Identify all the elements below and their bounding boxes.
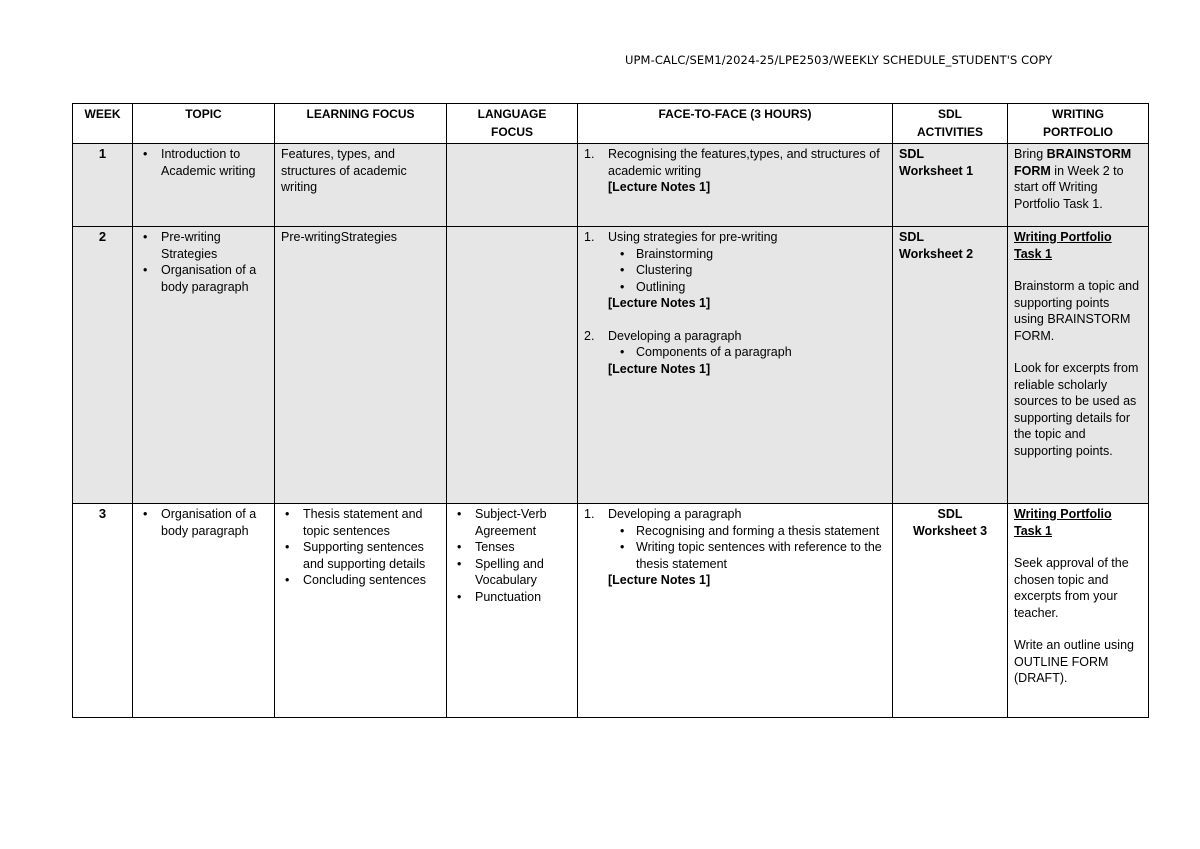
sub-item: • Outlining xyxy=(636,279,886,296)
col-language-focus-line2: FOCUS xyxy=(491,125,533,139)
portfolio-text: Brainstorm a topic and supporting points using BRAINSTORM FORM. xyxy=(1014,279,1140,343)
spacer xyxy=(1014,344,1142,360)
col-face-to-face-header: FACE-TO-FACE (3 HOURS) xyxy=(578,104,893,144)
week-number: 2 xyxy=(73,227,133,504)
portfolio-text: Bring xyxy=(1014,147,1044,161)
topic-cell xyxy=(133,504,275,718)
topic-item: • Introduction to Academic writing xyxy=(161,146,268,179)
col-language-focus-header xyxy=(447,104,578,144)
sdl-cell xyxy=(893,227,1008,504)
col-learning-focus-header: LEARNING FOCUS xyxy=(275,104,447,144)
learning-focus-item: • Thesis statement and topic sentences xyxy=(303,506,440,539)
face-to-face-item xyxy=(584,146,886,196)
item-number: 1. xyxy=(584,507,595,521)
face-to-face-cell xyxy=(578,144,893,227)
sub-item: • Writing topic sentences with reference to the thesis statement xyxy=(636,539,886,572)
face-to-face-item xyxy=(584,328,886,378)
table-row xyxy=(73,227,1149,504)
lecture-notes-ref: [Lecture Notes 1] xyxy=(608,573,711,587)
sdl-label: SDL xyxy=(899,147,924,161)
document-code-header: UPM-CALC/SEM1/2024-25/LPE2503/WEEKLY SCHEDULE_STUDENT'S COPY xyxy=(625,53,1053,67)
col-writing-line1: WRITING xyxy=(1052,107,1104,121)
sdl-label: SDL xyxy=(899,230,924,244)
spacer xyxy=(1014,621,1142,637)
face-to-face-item xyxy=(584,229,886,312)
writing-portfolio-cell xyxy=(1008,144,1149,227)
sdl-cell xyxy=(893,144,1008,227)
sdl-worksheet: Worksheet 3 xyxy=(912,523,988,538)
portfolio-form-name: BRAINSTORM FORM xyxy=(1014,147,1132,178)
col-writing-line2: PORTFOLIO xyxy=(1043,125,1113,139)
lecture-notes-ref: [Lecture Notes 1] xyxy=(608,361,711,376)
language-focus-item: • Spelling and Vocabulary xyxy=(475,556,571,589)
face-to-face-cell xyxy=(578,504,893,718)
learning-focus-cell: Features, types, and structures of academic writing xyxy=(275,144,447,227)
sdl-cell xyxy=(893,504,1008,718)
item-text: Developing a paragraph xyxy=(608,328,742,343)
face-to-face-item xyxy=(584,506,886,589)
item-text: Using strategies for pre-writing xyxy=(608,230,778,244)
lecture-notes-ref: [Lecture Notes 1] xyxy=(608,180,711,194)
learning-focus-cell xyxy=(275,504,447,718)
weekly-schedule-table xyxy=(72,103,1149,718)
spacer xyxy=(1014,539,1142,555)
col-sdl-header xyxy=(893,104,1008,144)
portfolio-text: Look for excerpts from reliable scholarly sources to be used as supporting details for the topic and supporting points. xyxy=(1014,361,1139,458)
sub-item: • Clustering xyxy=(636,262,886,279)
sdl-worksheet: Worksheet 2 xyxy=(899,246,974,261)
col-week-header: WEEK xyxy=(73,104,133,144)
sub-item: • Brainstorming xyxy=(636,246,886,263)
language-focus-item: • Subject-Verb Agreement xyxy=(475,506,571,539)
table-header-row xyxy=(73,104,1149,144)
sdl-label: SDL xyxy=(937,507,963,521)
learning-focus-item: • Concluding sentences xyxy=(303,572,440,589)
learning-focus-cell: Pre-writingStrategies xyxy=(275,227,447,504)
table-row xyxy=(73,504,1149,718)
topic-item: • Organisation of a body paragraph xyxy=(161,262,268,295)
week-number: 3 xyxy=(73,504,133,718)
item-number: 1. xyxy=(584,147,595,161)
language-focus-cell xyxy=(447,144,578,227)
learning-focus-item: • Supporting sentences and supporting details xyxy=(303,539,440,572)
spacer xyxy=(608,312,886,328)
col-writing-portfolio-header xyxy=(1008,104,1149,144)
writing-portfolio-cell xyxy=(1008,227,1149,504)
language-focus-cell xyxy=(447,504,578,718)
portfolio-text: in Week 2 to start off Writing Portfolio Task 1. xyxy=(1014,163,1124,211)
item-text: Developing a paragraph xyxy=(608,507,742,521)
topic-item: • Organisation of a body paragraph xyxy=(161,506,268,539)
spacer xyxy=(1014,262,1142,278)
table-row xyxy=(73,144,1149,227)
face-to-face-cell xyxy=(578,227,893,504)
col-topic-header: TOPIC xyxy=(133,104,275,144)
sub-item: • Components of a paragraph xyxy=(636,344,886,361)
portfolio-task-title: Writing Portfolio Task 1 xyxy=(1014,230,1112,261)
language-focus-item: • Punctuation xyxy=(475,589,571,606)
sub-item: • Recognising and forming a thesis statement xyxy=(636,523,886,540)
col-language-focus-line1: LANGUAGE xyxy=(477,107,547,121)
item-number: 1. xyxy=(584,230,595,244)
sdl-worksheet: Worksheet 1 xyxy=(899,163,974,178)
portfolio-text: Seek approval of the chosen topic and excerpts from your teacher. xyxy=(1014,556,1129,620)
item-number: 2. xyxy=(584,328,595,343)
writing-portfolio-cell xyxy=(1008,504,1149,718)
language-focus-item: • Tenses xyxy=(475,539,571,556)
lecture-notes-ref: [Lecture Notes 1] xyxy=(608,296,711,310)
item-text: Recognising the features,types, and structures of academic writing xyxy=(608,147,880,178)
col-sdl-line2: ACTIVITIES xyxy=(916,125,983,139)
topic-cell xyxy=(133,144,275,227)
portfolio-text: Write an outline using OUTLINE FORM (DRAFT). xyxy=(1014,638,1134,685)
portfolio-task-title: Writing Portfolio Task 1 xyxy=(1014,507,1112,538)
topic-cell xyxy=(133,227,275,504)
col-sdl-line1: SDL xyxy=(938,107,962,121)
language-focus-cell xyxy=(447,227,578,504)
topic-item: • Pre-writing Strategies xyxy=(161,229,268,262)
week-number: 1 xyxy=(73,144,133,227)
